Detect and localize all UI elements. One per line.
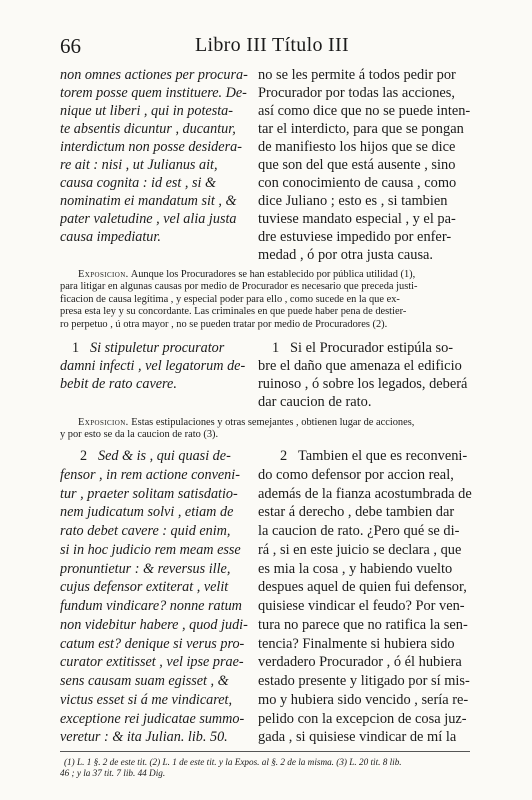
latin-line: causa impediatur. [60,229,161,245]
exposicion-label: Exposicion. [78,269,129,280]
latin-line: sens causam suam egisset , & [60,673,229,689]
latin-line: tur , praeter solitam satisdatio- [60,485,238,502]
latin-line: victus esset si á me vindicaret, [60,691,233,708]
page-header [60,34,472,58]
latin-column-1 [60,66,252,246]
spanish-line: medad , ó por otra justa causa. [258,247,434,263]
exposicion-line: Aunque los Procuradores se han establecido por pública utilidad (1), [130,269,416,280]
latin-line: nem judicatum solvi , etiam de [60,504,234,521]
latin-line: fundum vindicare? nonne ratum [60,598,242,614]
latin-line: bebit de rato cavere. [60,376,177,392]
spanish-line: que son del que está ausente , sino [258,157,456,173]
spanish-line: estado presente y litigado por sí mis- [258,673,470,689]
exposicion-line: Estas estipulaciones y otras semejantes , obtienen lugar de acciones, [131,417,415,428]
spanish-line: Tambien el que es reconveni- [298,448,468,464]
latin-line: nique ut liberi , qui in potesta- [60,103,233,119]
exposicion-line: presa esta ley y su concordante. Las criminales en que puede haber pena de destier- [60,306,407,318]
exposicion-line: ro perpetuo , ú otra mayor , no se pueden tratar por medio de Procuradores (2). [60,318,388,330]
latin-line: rato debet cavere : quid enim, [60,523,231,539]
footnotes [60,757,474,779]
latin-line: pater valetudine , vel alia justa [60,211,237,227]
spanish-line: gada , si quisiese vindicar de mí la [258,729,457,746]
exposicion-line: y por esto se da la caucion de rato (3). [60,429,219,441]
latin-line: torem posse quem instituere. De- [60,85,247,101]
latin-line: nominatim ei mandatum sit , & [60,193,237,209]
footnote-line: (1) L. 1 §. 2 de este tit. (2) L. 1 de este tit. y la Expos. al §. 2 de la misma. (3) L. 20 tit. 8 lib. [64,757,402,767]
section-number: 2 [80,448,88,464]
spanish-line: de manifiesto los hijos que se dice [258,139,456,155]
latin-line: pronuntietur : & reversus ille, [60,560,231,577]
latin-line: damni infecti , vel legatorum de- [60,358,246,374]
exposicion-label: Exposicion. [78,417,129,428]
latin-line: non omnes actiones per procura- [60,67,248,83]
spanish-line: tura no parece que no ratifica la sen- [258,616,468,633]
spanish-line: mo y hubiera sido vencido , sería re- [258,691,469,708]
spanish-line: dice Juliano ; esto es , si tambien [258,193,448,209]
latin-line: interdictum non posse desidera- [60,139,242,155]
exposicion-1 [60,269,474,331]
spanish-line: además de la fianza acostumbrada de [258,485,472,502]
latin-line: causa cognita : id est , si & [60,175,217,191]
latin-line: cujus defensor extiterat , velit [60,579,229,596]
section-number: 1 [72,340,80,356]
spanish-line: no se les permite á todos pedir por [258,67,456,83]
spanish-column-2 [258,339,476,411]
spanish-line: do como defensor por accion real, [258,466,454,483]
section-number: 2 [280,448,288,464]
spanish-line: estar á derecho , debe tambien dar [258,504,455,521]
latin-line: fensor , in rem actione conveni- [60,466,240,483]
spanish-line: bre el daño que amenaza el edificio [258,358,462,374]
latin-line: Sed & is , qui quasi de- [98,448,231,464]
latin-line: catum est? denique si verus pro- [60,635,245,652]
spanish-line: tuviese mandato especial , y el pa- [258,211,456,227]
page-number: 66 [60,34,81,58]
spanish-line: verdadero Procurador , ó él hubiera [258,654,462,671]
footnote-rule [60,751,470,752]
latin-column-3 [60,447,252,747]
spanish-line: quisiese vindicar el feudo? Por ven- [258,598,465,614]
spanish-line: rá , si en este juicio se declara , que [258,541,462,558]
spanish-line: así como dice que no se puede inten- [258,103,471,119]
spanish-line: es mia la cosa , y habiendo vuelto [258,560,453,577]
latin-line: te absentis dicuntur , ducantur, [60,121,236,137]
footnote-line: 46 ; y la 37 tit. 7 lib. 44 Dig. [60,768,166,778]
spanish-column-3 [258,447,476,747]
latin-line: re ait : nisi , ut Julianus ait, [60,157,218,173]
spanish-line: despues aquel de quien fui defensor, [258,579,467,596]
latin-line: Si stipuletur procurator [90,340,225,356]
spanish-line: Si el Procurador estipúla so- [290,340,454,356]
exposicion-line: para litigar en algunas causas por medio de Procurador es necesario que preceda justi- [60,281,418,293]
latin-line: veretur : & ita Julian. lib. 50. [60,729,228,746]
spanish-column-1 [258,66,476,264]
exposicion-2 [60,417,474,442]
spanish-line: con conocimiento de causa , como [258,175,457,191]
exposicion-line: ficacion de causa legítima , y especial poder para ello , como sucede en la que ex- [60,293,400,305]
latin-line: non videbitur habere , quod judi- [60,616,248,633]
spanish-line: pelido con la excepcion de cosa juz- [258,710,467,727]
latin-line: exceptione rei judicatae summo- [60,710,245,727]
spanish-line: dar caucion de rato. [258,394,372,410]
spanish-line: tar el interdicto, para que se pongan [258,121,464,137]
spanish-line: Procurador por todas las acciones, [258,85,456,101]
spanish-line: tencia? Finalmente si hubiera sido [258,635,455,652]
latin-line: si in hoc judicio rem meam esse [60,541,241,558]
latin-line: curator extitisset , vel ipse prae- [60,654,244,671]
spanish-line: la caucion de rato. ¿Pero qué se di- [258,523,460,539]
latin-column-2 [60,339,252,393]
spanish-line: ruinoso , ó sobre los legados, deberá [258,376,468,392]
spanish-line: dre estuviese impedido por enfer- [258,229,452,245]
running-head: Libro III Título III [195,34,349,56]
section-number: 1 [272,340,280,356]
